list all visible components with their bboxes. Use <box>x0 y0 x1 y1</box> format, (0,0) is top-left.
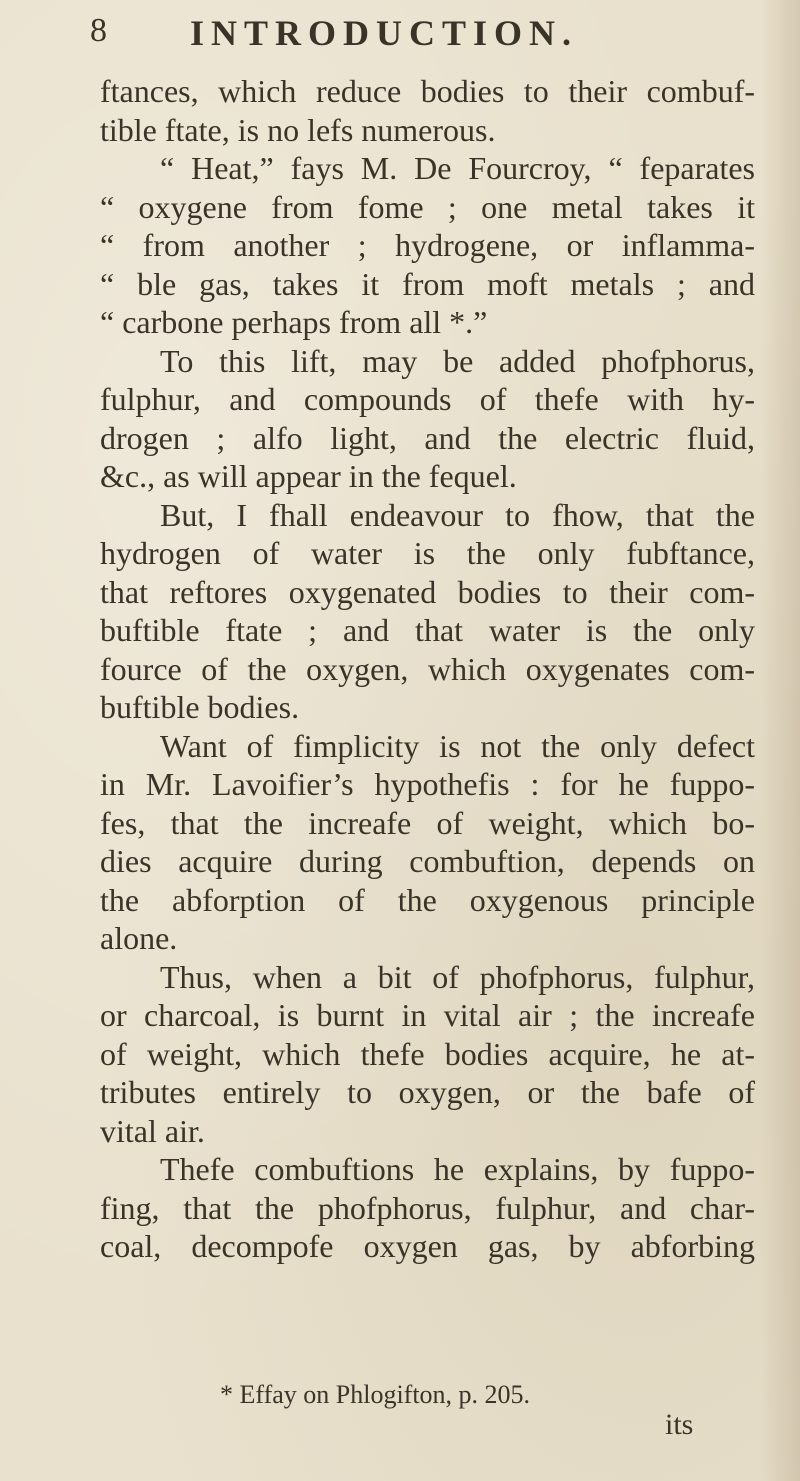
text-line: or charcoal, is burnt in vital air ; the increafe <box>100 997 755 1033</box>
text-line: of weight, which thefe bodies acquire, he at- <box>100 1035 755 1072</box>
body-text <box>100 72 755 1266</box>
catchword: its <box>665 1408 694 1441</box>
text-line: “ oxygene from fome ; one metal takes it <box>100 188 755 225</box>
text-line: that reftores oxygenated bodies to their com- <box>100 573 755 610</box>
text-line: But, I fhall endeavour to fhow, that the <box>160 496 755 533</box>
text-line: tible ftate, is no lefs numerous. <box>100 111 496 148</box>
text-line: fes, that the increafe of weight, which bo- <box>100 804 755 841</box>
text-line: the abforption of the oxygenous principle <box>100 881 755 918</box>
text-line: Want of fimplicity is not the only defect <box>160 727 755 764</box>
text-line: alone. <box>100 920 178 956</box>
page-number: 8 <box>90 12 107 49</box>
text-line: “ ble gas, takes it from moft metals ; and <box>100 265 755 302</box>
text-line: coal, decompofe oxygen gas, by abforbing <box>100 1228 755 1264</box>
text-line: ftances, which reduce bodies to their combuf- <box>100 73 755 109</box>
text-line: tributes entirely to oxygen, or the bafe of <box>100 1074 755 1110</box>
text-line: hydrogen of water is the only fubftance, <box>100 535 755 571</box>
text-line: “ Heat,” fays M. De Fourcroy, “ feparates <box>160 150 755 186</box>
running-head: INTRODUCTION. <box>190 13 579 53</box>
text-line: buftible bodies. <box>100 689 300 725</box>
page-header <box>90 12 750 56</box>
text-line: dies acquire during combuftion, depends on <box>100 843 755 879</box>
text-line: Thus, when a bit of phofphorus, fulphur, <box>160 958 755 995</box>
text-line: Thefe combuftions he explains, by fuppo- <box>160 1151 755 1187</box>
text-line: “ carbone perhaps from all *.” <box>100 304 488 340</box>
text-line: drogen ; alfo light, and the electric fluid, <box>100 419 755 456</box>
text-line: fing, that the phofphorus, fulphur, and char- <box>100 1189 755 1226</box>
text-line: fulphur, and compounds of thefe with hy- <box>100 381 755 417</box>
text-line: fource of the oxygen, which oxygenates com- <box>100 650 755 687</box>
text-line: &c., as will appear in the fequel. <box>100 458 517 494</box>
text-line: “ from another ; hydrogene, or inflamma- <box>100 227 755 263</box>
footnote: * Effay on Phlogifton, p. 205. <box>220 1380 531 1409</box>
text-line: in Mr. Lavoifier’s hypothefis : for he fuppo- <box>100 766 755 802</box>
page-edge-shadow <box>760 0 800 1481</box>
text-line: vital air. <box>100 1112 205 1149</box>
text-line: To this lift, may be added phofphorus, <box>160 342 755 379</box>
text-line: buftible ftate ; and that water is the only <box>100 612 755 648</box>
